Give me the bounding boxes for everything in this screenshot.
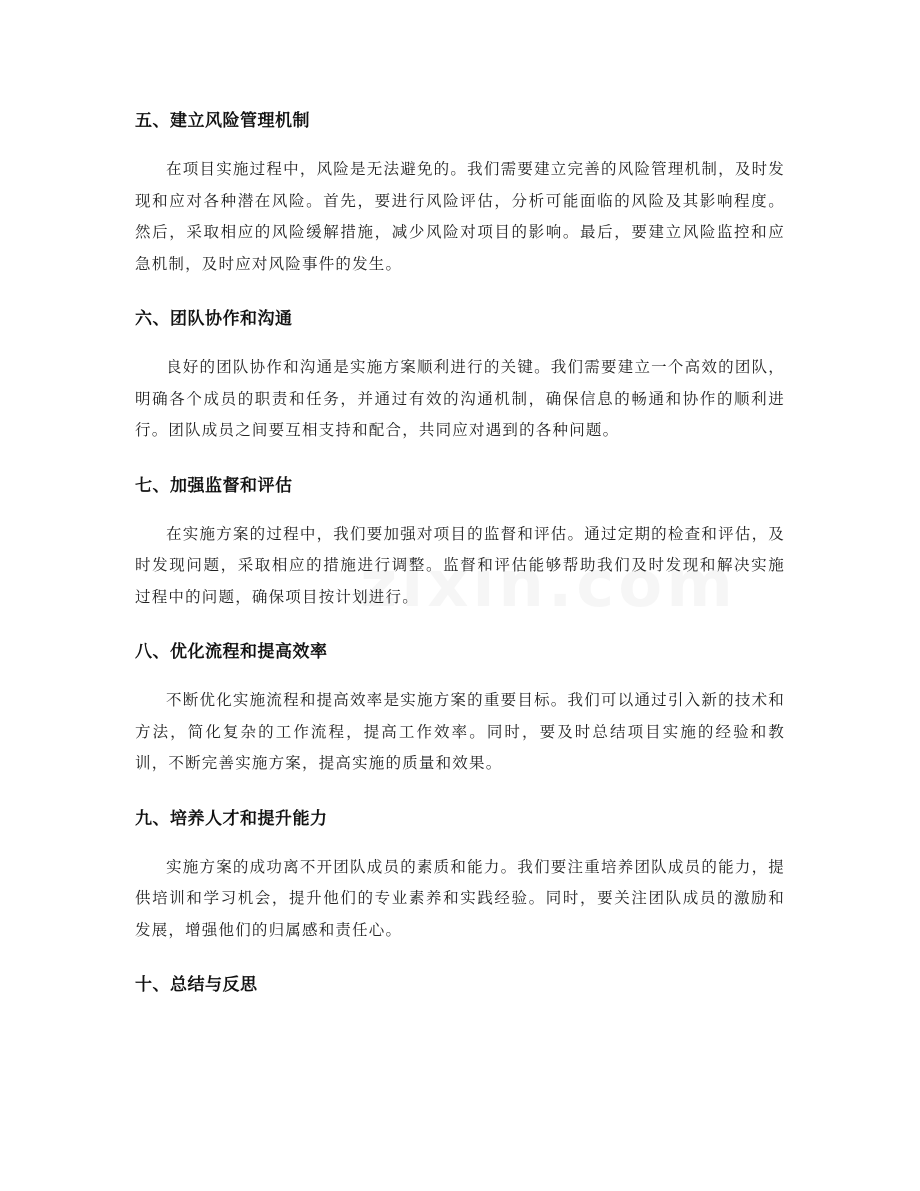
section-paragraph: 不断优化实施流程和提高效率是实施方案的重要目标。我们可以通过引入新的技术和方法，简化复杂的工作流程，提高工作效率。同时，要及时总结项目实施的经验和教训，不断完善实施方案，提高实施的质量和效果。 — [135, 691, 785, 772]
section-title: 五、建立风险管理机制 — [135, 111, 310, 131]
section-paragraph: 在项目实施过程中，风险是无法避免的。我们需要建立完善的风险管理机制，及时发现和应对各种潜在风险。首先，要进行风险评估，分析可能面临的风险及其影响程度。然后，采取相应的风险缓解措施，减少风险对项目的影响。最后，要建立风险监控和应急机制，及时应对风险事件的发生。 — [135, 160, 785, 273]
section-title: 九、培养人才和提升能力 — [135, 808, 328, 829]
section-paragraph: 在实施方案的过程中，我们要加强对项目的监督和评估。通过定期的检查和评估，及时发现问题，采取相应的措施进行调整。监督和评估能够帮助我们及时发现和解决实施过程中的问题，确保项目按计划进行。 — [135, 524, 785, 606]
section-title: 六、团队协作和沟通 — [135, 309, 293, 329]
section-title: 十、总结与反思 — [135, 975, 258, 995]
section-paragraph: 实施方案的成功离不开团队成员的素质和能力。我们要注重培养团队成员的能力，提供培训和学习机会，提升他们的专业素养和实践经验。同时，要关注团队成员的激励和发展，增强他们的归属感和责任心。 — [135, 857, 785, 939]
section-9 — [135, 802, 785, 947]
section-title: 八、优化流程和提高效率 — [135, 642, 328, 662]
section-6 — [135, 302, 785, 447]
section-5 — [135, 104, 785, 280]
section-paragraph: 良好的团队协作和沟通是实施方案顺利进行的关键。我们需要建立一个高效的团队，明确各个成员的职责和任务，并通过有效的沟通机制，确保信息的畅通和协作的顺利进行。团队成员之间要互相支持和配合，共同应对遇到的各种问题。 — [135, 358, 785, 439]
section-10 — [135, 968, 785, 1002]
section-7 — [135, 469, 785, 614]
section-8 — [135, 635, 785, 780]
section-title: 七、加强监督和评估 — [135, 475, 293, 496]
document-content — [135, 104, 785, 1002]
